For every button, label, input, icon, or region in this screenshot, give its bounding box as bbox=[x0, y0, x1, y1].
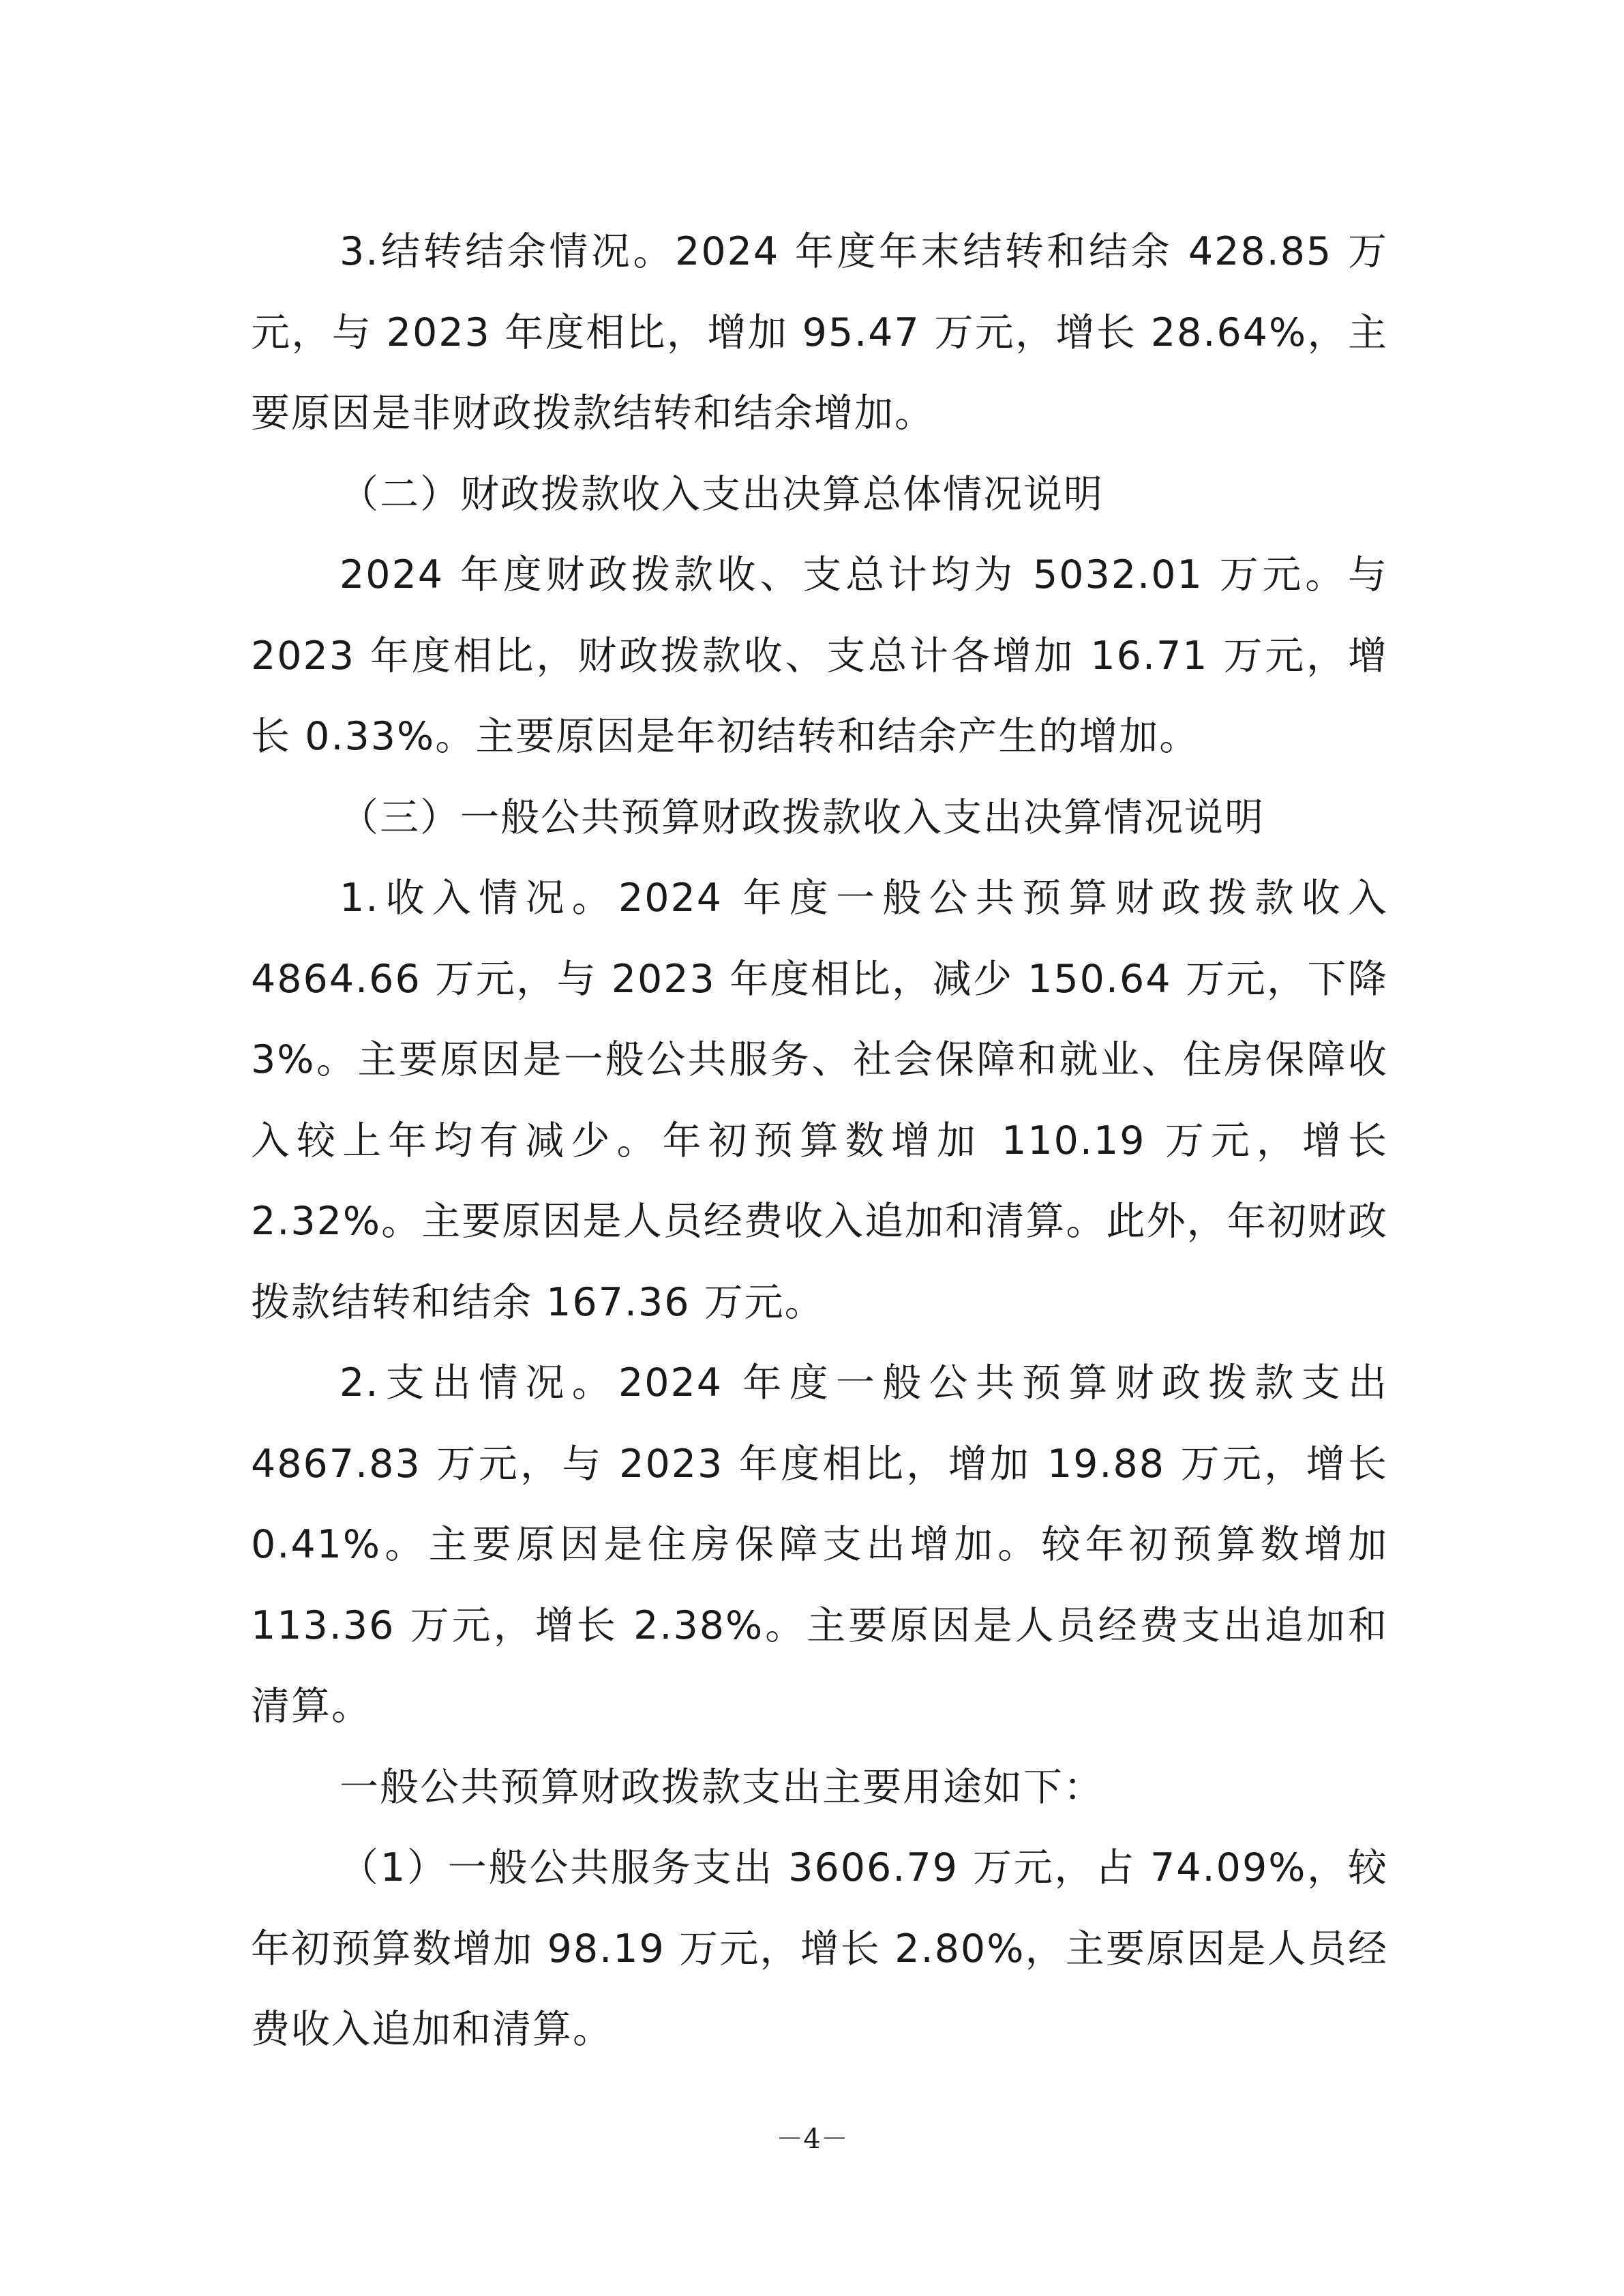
paragraph-fiscal-appropriation-totals: 2024 年度财政拨款收、支总计均为 5032.01 万元。与 2023 年度相比，财政拨款收、支总计各增加 16.71 万元，增长 0.33%。主要原因是年初结转和结余产生的增加。 bbox=[251, 552, 1388, 759]
document-page bbox=[251, 211, 1388, 2070]
section-heading-general-public-budget: （三）一般公共预算财政拨款收入支出决算情况说明 bbox=[340, 794, 1265, 840]
paragraph-income-situation: 1.收入情况。2024 年度一般公共预算财政拨款收入 4864.66 万元，与 2023 年度相比，减少 150.64 万元，下降 3%。主要原因是一般公共服务、社会保障和就业、住房保障收入较上年均有减少。年初预算数增加 110.19 万元，增长 2.32%。主要原因是人员经费收入追加和清算。此外，年初财政拨款结转和结余 167.36 万元。 bbox=[251, 876, 1388, 1325]
section-heading-fiscal-appropriation: （二）财政拨款收入支出决算总体情况说明 bbox=[340, 471, 1104, 517]
page-number: －4－ bbox=[776, 2123, 848, 2155]
paragraph-carryover-surplus: 3.结转结余情况。2024 年度年末结转和结余 428.85 万元，与 2023 年度相比，增加 95.47 万元，增长 28.64%，主要原因是非财政拨款结转和结余增加。 bbox=[251, 229, 1388, 436]
paragraph-main-uses-intro: 一般公共预算财政拨款支出主要用途如下： bbox=[340, 1764, 1104, 1810]
paragraph-expenditure-situation: 2.支出情况。2024 年度一般公共预算财政拨款支出 4867.83 万元，与 2023 年度相比，增加 19.88 万元，增长 0.41%。主要原因是住房保障支出增加。较年初预算数增加 113.36 万元，增长 2.38%。主要原因是人员经费支出追加和清算。 bbox=[251, 1360, 1388, 1729]
paragraph-general-public-services: （1）一般公共服务支出 3606.79 万元，占 74.09%，较年初预算数增加 98.19 万元，增长 2.80%，主要原因是人员经费收入追加和清算。 bbox=[251, 1845, 1388, 2052]
